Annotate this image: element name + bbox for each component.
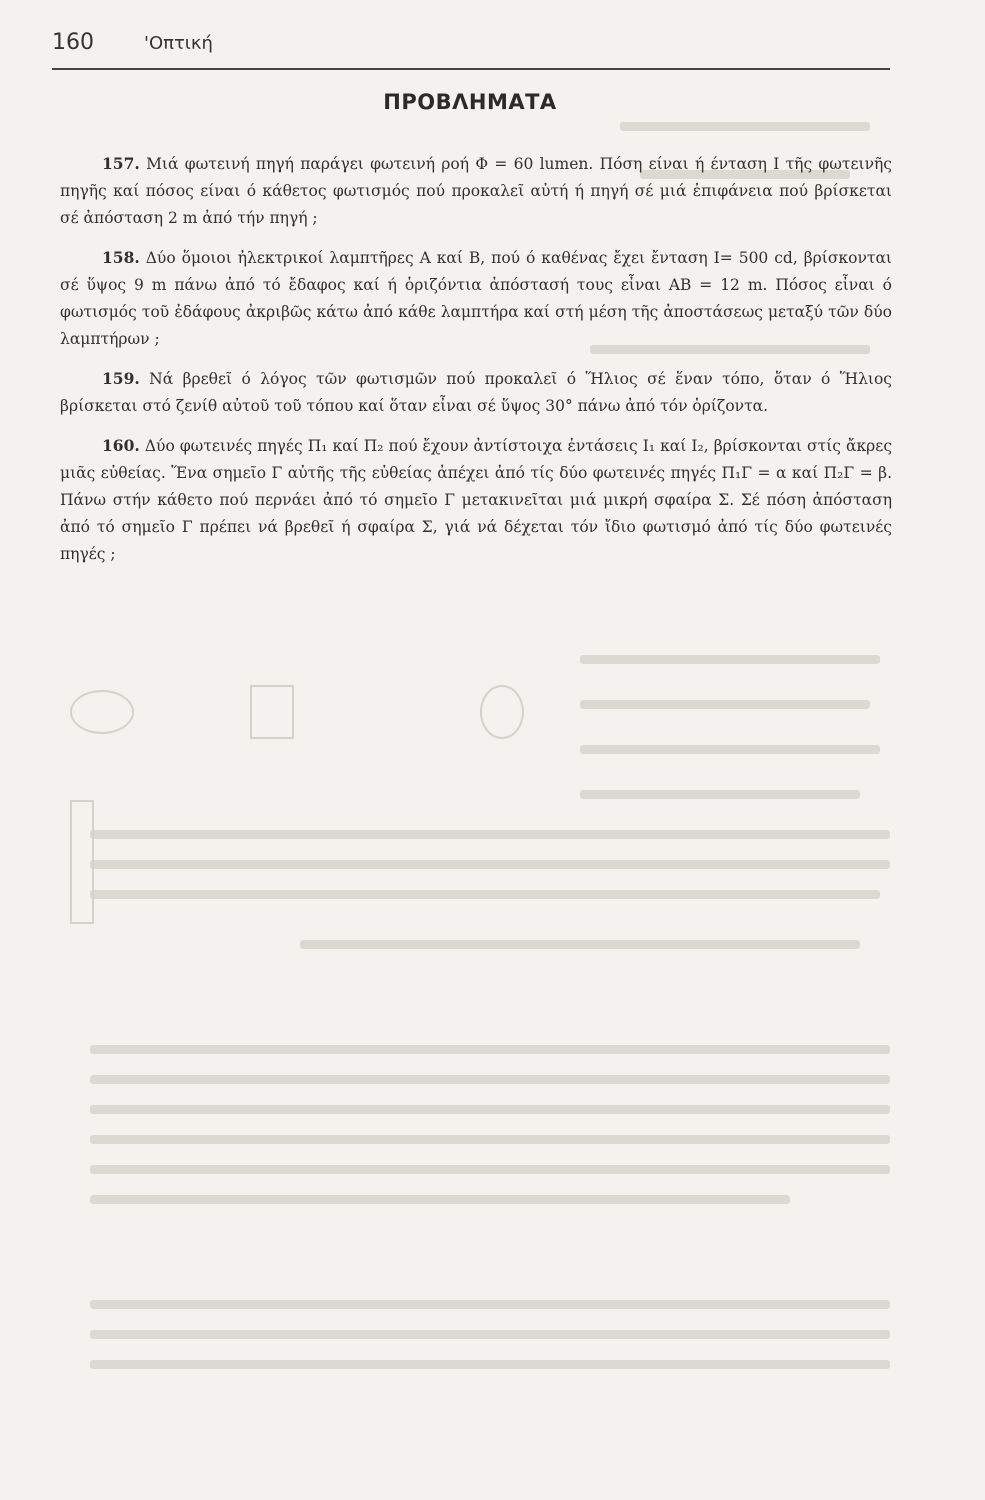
problem-text: Νά βρεθεῖ ό λόγος τῶν φωτισμῶν πού προκαλεῖ ό Ἥλιος σέ ἕναν τόπο, ὅταν ό Ἥλιος βρίσκεται στό ζενίθ αὐτοῦ τοῦ τόπου καί ὅταν εἶναι σέ ὕψος 30° πάνω ἀπό τόν ὁρίζοντα. [60, 370, 892, 415]
problem-160 [60, 432, 892, 568]
section-title: ΠΡΟΒΛΗΜΑΤΑ [383, 90, 557, 114]
problem-number: 157. [102, 154, 140, 173]
problem-159 [60, 365, 892, 420]
problem-157 [60, 150, 892, 232]
page-header [52, 28, 890, 70]
problem-158 [60, 244, 892, 353]
running-title: 'Οπτική [144, 33, 213, 54]
page-number: 160 [52, 30, 94, 55]
problem-number: 159. [102, 369, 140, 388]
problem-text: Δύο φωτεινές πηγές Π₁ καί Π₂ πού ἔχουν ἀντίστοιχα ἐντάσεις Ι₁ καί Ι₂, βρίσκονται στίς ἄκρες μιᾶς εὐθείας. Ἕνα σημεῖο Γ αὐτῆς τῆς εὐθείας ἀπέχει ἀπό τίς δύο φωτεινές πηγές Π₁Γ = α καί Π₂Γ = β. Πάνω στήν κάθετο πού περνάει ἀπό τό σημεῖο Γ μετακινεῖται μιά μικρή σφαίρα Σ. Σέ πόση ἀπόσταση ἀπό τό σημεῖο Γ πρέπει νά βρεθεῖ ή σφαίρα Σ, γιά νά δέχεται τόν ἴδιο φωτισμό ἀπό τίς δύο φωτεινές πηγές ; [60, 437, 892, 563]
problem-text: Δύο ὅμοιοι ἠλεκτρικοί λαμπτῆρες Α καί Β, πού ό καθένας ἔχει ἔνταση Ι= 500 cd, βρίσκονται σέ ὕψος 9 m πάνω ἀπό τό ἔδαφος καί ή ὁριζόντια ἀπόστασή τους εἶναι ΑΒ = 12 m. Πόσος εἶναι ό φωτισμός τοῦ ἐδάφους ἀκριβῶς κάτω ἀπό κάθε λαμπτήρα καί στή μέση τῆς ἀποστάσεως μεταξύ τῶν δύο λαμπτήρων ; [60, 249, 892, 348]
problem-number: 158. [102, 248, 140, 267]
problem-text: Μιά φωτεινή πηγή παράγει φωτεινή ροή Φ = 60 lumen. Πόση είναι ή ένταση Ι τῆς φωτεινῆς πηγῆς καί πόσος είναι ό κάθετος φωτισμός πού προκαλεῖ αὐτή ή πηγή σέ μιά ἐπιφάνεια πού βρίσκεται σέ ἀπόσταση 2 m ἀπό τήν πηγή ; [60, 155, 892, 227]
problem-number: 160. [102, 436, 140, 455]
problem-list [60, 150, 892, 580]
